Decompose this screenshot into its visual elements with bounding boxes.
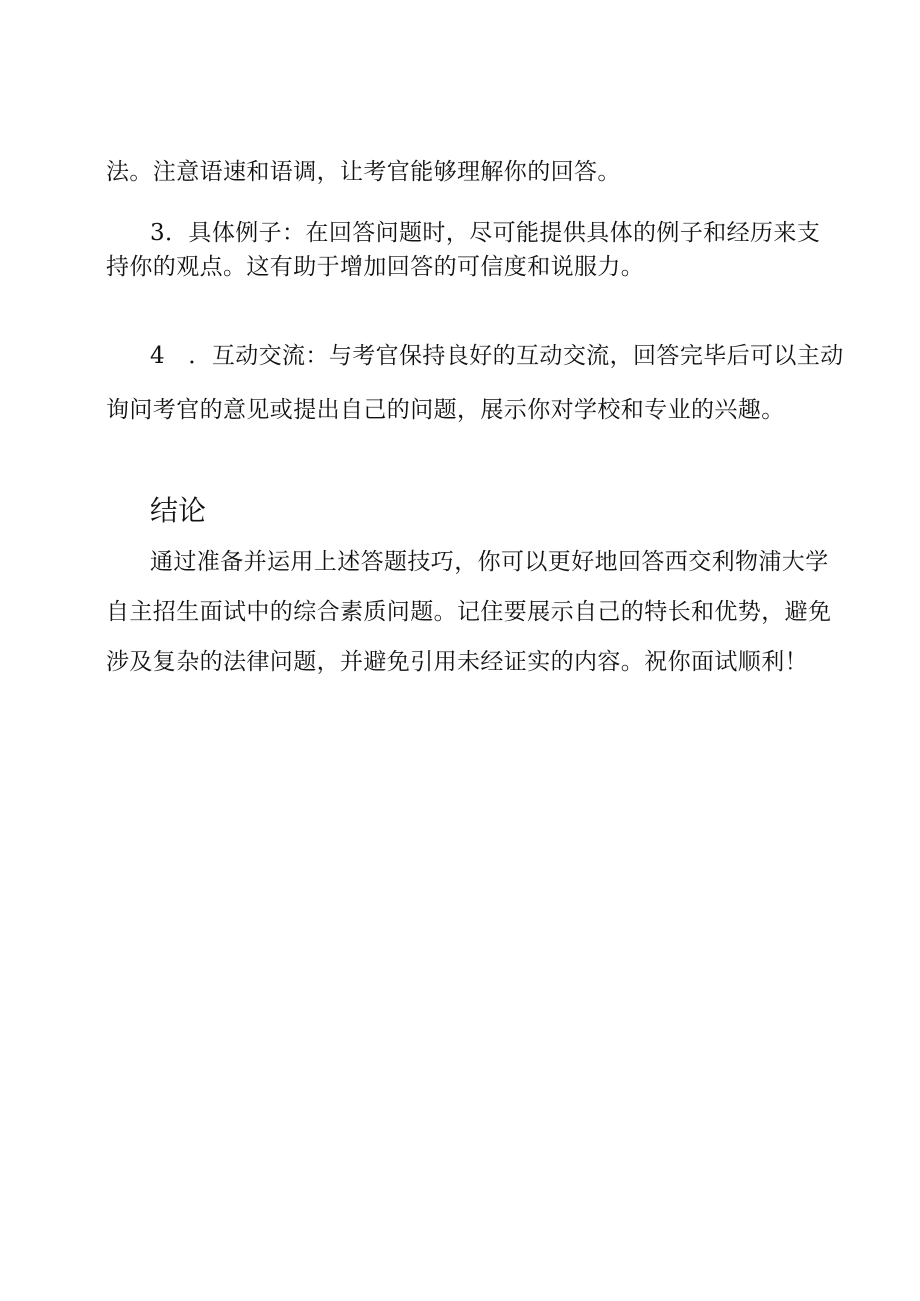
conclusion-line-3: 涉及复杂的法律问题，并避免引用未经证实的内容。祝你面试顺利！ [106, 649, 808, 675]
conclusion-line-1: 通过准备并运用上述答题技巧，你可以更好地回答西交利物浦大学 [150, 549, 829, 575]
item-4-line-2: 询问考官的意见或提出自己的问题，展示你对学校和专业的兴趣。 [106, 397, 785, 423]
item-3-line-2: 持你的观点。这有助于增加回答的可信度和说服力。 [106, 254, 645, 280]
paragraph-continued-line: 法。注意语速和语调，让考官能够理解你的回答。 [106, 159, 621, 185]
conclusion-line-2: 自主招生面试中的综合素质问题。记住要展示自己的特长和优势，避免 [106, 599, 832, 625]
item-3-line-1: 3．具体例子：在回答问题时，尽可能提供具体的例子和经历来支 [150, 220, 821, 246]
conclusion-heading: 结论 [150, 494, 207, 527]
item-4-line-1: 4 ．互动交流：与考官保持良好的互动交流，回答完毕后可以主动 [150, 343, 844, 369]
